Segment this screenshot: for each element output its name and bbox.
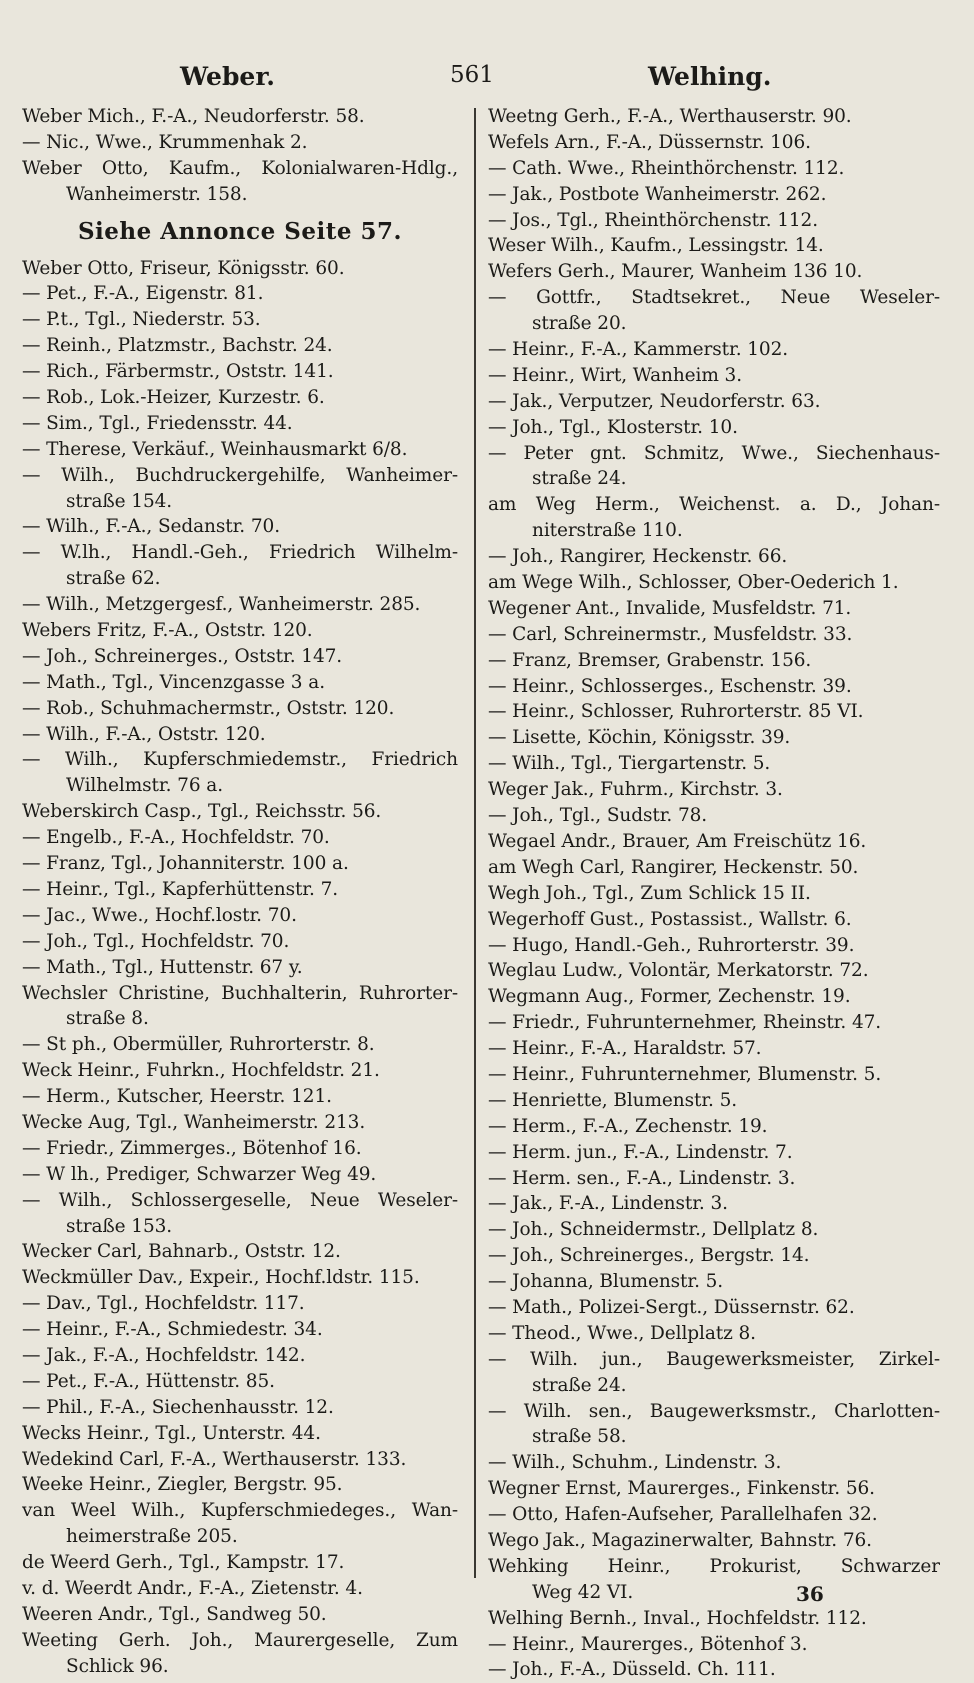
directory-entry: — Wilh., Schuhm., Lindenstr. 3. xyxy=(488,1452,782,1474)
directory-entry: — Jak., F.-A., Hochfeldstr. 142. xyxy=(22,1344,306,1366)
directory-entry: — Joh., Tgl., Hochfeldstr. 70. xyxy=(22,930,290,952)
directory-entry: — Math., Polizei-Sergt., Düssernstr. 62. xyxy=(488,1296,855,1318)
directory-entry: — Joh., Tgl., Sudstr. 78. xyxy=(488,805,708,827)
directory-entry: Wego Jak., Magazinerwalter, Bahnstr. 76. xyxy=(488,1529,872,1551)
directory-entry: straße 62. xyxy=(66,568,161,590)
directory-entry: — Pet., F.-A., Hüttenstr. 85. xyxy=(22,1370,275,1392)
directory-entry: — Gottfr., Stadtsekret., Neue Weseler- xyxy=(488,287,940,309)
directory-entry: — Sim., Tgl., Friedensstr. 44. xyxy=(22,412,293,434)
directory-entry: Wecke Aug, Tgl., Wanheimerstr. 213. xyxy=(22,1111,366,1133)
directory-entry: am Wege Wilh., Schlosser, Ober-Oederich 1. xyxy=(488,572,899,594)
directory-entry: — Peter gnt. Schmitz, Wwe., Siechenhaus- xyxy=(488,442,940,464)
directory-entry: Weglau Ludw., Volontär, Merkatorstr. 72. xyxy=(488,960,869,982)
directory-entry: — Therese, Verkäuf., Weinhausmarkt 6/8. xyxy=(22,438,408,460)
header-left-keyword: Weber. xyxy=(180,62,275,91)
directory-entry: — Jak., Verputzer, Neudorferstr. 63. xyxy=(488,390,821,412)
directory-entry: Wefels Arn., F.-A., Düssernstr. 106. xyxy=(488,131,811,153)
directory-entry: straße 153. xyxy=(66,1215,173,1237)
directory-entry: — Joh., F.-A., Düsseld. Ch. 111. xyxy=(488,1659,776,1681)
directory-entry: — Joh., Tgl., Klosterstr. 10. xyxy=(488,416,738,438)
directory-entry: — Wilh., F.-A., Sedanstr. 70. xyxy=(22,516,280,538)
directory-entry: — Theod., Wwe., Dellplatz 8. xyxy=(488,1322,756,1344)
directory-entry: — Friedr., Zimmerges., Bötenhof 16. xyxy=(22,1137,362,1159)
page-header xyxy=(0,56,974,96)
directory-entry: — Johanna, Blumenstr. 5. xyxy=(488,1271,724,1293)
directory-entry: Weeke Heinr., Ziegler, Bergstr. 95. xyxy=(22,1474,343,1496)
directory-entry: — Dav., Tgl., Hochfeldstr. 117. xyxy=(22,1293,305,1315)
directory-entry: — Heinr., Fuhrunternehmer, Blumenstr. 5. xyxy=(488,1063,882,1085)
directory-entry: straße 154. xyxy=(66,490,173,512)
directory-entry: — Joh., Schreinerges., Oststr. 147. xyxy=(22,645,343,667)
directory-entry: — Herm. jun., F.-A., Lindenstr. 7. xyxy=(488,1141,793,1163)
directory-entry: — Heinr., Schlosserges., Eschenstr. 39. xyxy=(488,675,852,697)
directory-entry: — Wilh. jun., Baugewerksmeister, Zirkel- xyxy=(488,1348,940,1370)
directory-entry: — Wilh., F.-A., Oststr. 120. xyxy=(22,723,266,745)
directory-entry: Wilhelmstr. 76 a. xyxy=(66,775,223,797)
directory-entry: straße 58. xyxy=(532,1426,627,1448)
directory-entry: — Rob., Schuhmachermstr., Oststr. 120. xyxy=(22,697,395,719)
directory-entry: — Heinr., F.-A., Haraldstr. 57. xyxy=(488,1038,762,1060)
directory-entry: van Weel Wilh., Kupferschmiedeges., Wan- xyxy=(22,1500,458,1522)
directory-entry: — Phil., F.-A., Siechenhausstr. 12. xyxy=(22,1396,334,1418)
directory-entry: — Jos., Tgl., Rheinthörchenstr. 112. xyxy=(488,209,818,231)
directory-entry: Wegh Joh., Tgl., Zum Schlick 15 II. xyxy=(488,882,811,904)
directory-entry: — Henriette, Blumenstr. 5. xyxy=(488,1089,738,1111)
directory-entry: — Heinr., F.-A., Kammerstr. 102. xyxy=(488,339,789,361)
directory-entry: — Wilh., Buchdruckergehilfe, Wanheimer- xyxy=(22,464,458,486)
directory-entry: — Jak., F.-A., Lindenstr. 3. xyxy=(488,1193,728,1215)
directory-entry: — Wilh., Metzgergesf., Wanheimerstr. 285. xyxy=(22,594,421,616)
directory-entry: am Wegh Carl, Rangirer, Heckenstr. 50. xyxy=(488,856,859,878)
directory-entry: — Herm. sen., F.-A., Lindenstr. 3. xyxy=(488,1167,796,1189)
column-divider xyxy=(474,108,476,1578)
directory-entry: Weck Heinr., Fuhrkn., Hochfeldstr. 21. xyxy=(22,1060,380,1082)
directory-entry: de Weerd Gerh., Tgl., Kampstr. 17. xyxy=(22,1552,345,1574)
directory-entry: Schlick 96. xyxy=(66,1655,169,1677)
directory-entry: — Heinr., Schlosser, Ruhrorterstr. 85 VI. xyxy=(488,701,864,723)
directory-entry: straße 20. xyxy=(532,313,627,335)
directory-entry: Webers Fritz, F.-A., Oststr. 120. xyxy=(22,620,313,642)
directory-entry: straße 24. xyxy=(532,468,627,490)
directory-entry: — Wilh., Tgl., Tiergartenstr. 5. xyxy=(488,753,771,775)
directory-entry: Wegael Andr., Brauer, Am Freischütz 16. xyxy=(488,830,867,852)
directory-entry: v. d. Weerdt Andr., F.-A., Zietenstr. 4. xyxy=(22,1577,363,1599)
directory-entry: — Cath. Wwe., Rheinthörchenstr. 112. xyxy=(488,157,845,179)
directory-entry: Weckmüller Dav., Expeir., Hochf.ldstr. 115. xyxy=(22,1267,420,1289)
directory-entry: — P.t., Tgl., Niederstr. 53. xyxy=(22,309,261,331)
directory-entry: — Friedr., Fuhrunternehmer, Rheinstr. 47. xyxy=(488,1012,882,1034)
directory-entry: — Herm., F.-A., Zechenstr. 19. xyxy=(488,1115,768,1137)
sheet-signature: 36 xyxy=(796,1582,824,1606)
directory-entry: Weber Mich., F.-A., Neudorferstr. 58. xyxy=(22,106,365,127)
directory-entry: Weber Otto, Friseur, Königsstr. 60. xyxy=(22,257,345,279)
directory-entry: — Jak., Postbote Wanheimerstr. 262. xyxy=(488,183,827,205)
directory-entry: — Herm., Kutscher, Heerstr. 121. xyxy=(22,1086,332,1108)
directory-entry: — Heinr., Wirt, Wanheim 3. xyxy=(488,364,742,386)
left-column xyxy=(22,104,458,1680)
directory-entry: — W.lh., Handl.-Geh., Friedrich Wilhelm- xyxy=(22,542,458,564)
directory-entry: — Hugo, Handl.-Geh., Ruhrorterstr. 39. xyxy=(488,934,855,956)
directory-entry: — St ph., Obermüller, Ruhrorterstr. 8. xyxy=(22,1034,375,1056)
directory-entry: — Joh., Schneidermstr., Dellplatz 8. xyxy=(488,1219,819,1241)
directory-entry: Wehking Heinr., Prokurist, Schwarzer xyxy=(488,1555,940,1577)
directory-entry: Wanheimerstr. 158. xyxy=(66,183,248,205)
directory-entry: Weser Wilh., Kaufm., Lessingstr. 14. xyxy=(488,235,824,257)
header-right-keyword: Welhing. xyxy=(648,62,772,91)
directory-entry: Weeting Gerh. Joh., Maurergeselle, Zum xyxy=(22,1629,458,1651)
advertisement-notice: Siehe Annonce Seite 57. xyxy=(77,217,403,245)
directory-entry: — Math., Tgl., Vincenzgasse 3 a. xyxy=(22,671,325,693)
directory-entry: — Joh., Rangirer, Heckenstr. 66. xyxy=(488,546,788,568)
directory-entry: Wecker Carl, Bahnarb., Oststr. 12. xyxy=(22,1241,341,1263)
directory-entry: — Wilh., Kupferschmiedemstr., Friedrich xyxy=(22,749,458,771)
directory-entry: — Lisette, Köchin, Königsstr. 39. xyxy=(488,727,791,749)
directory-entry: — Heinr., Maurerges., Bötenhof 3. xyxy=(488,1633,808,1655)
directory-entry: — Wilh., Schlossergeselle, Neue Weseler- xyxy=(22,1189,458,1211)
directory-entry: heimerstraße 205. xyxy=(66,1526,238,1548)
directory-entry: Weetng Gerh., F.-A., Werthauserstr. 90. xyxy=(488,106,852,127)
directory-entry: straße 8. xyxy=(66,1008,149,1030)
directory-entry: am Weg Herm., Weichenst. a. D., Johan- xyxy=(488,494,940,516)
directory-entry: Wegerhoff Gust., Postassist., Wallstr. 6. xyxy=(488,908,852,930)
directory-entry: Wegmann Aug., Former, Zechenstr. 19. xyxy=(488,986,851,1008)
directory-entry: — Joh., Schreinerges., Bergstr. 14. xyxy=(488,1245,810,1267)
directory-entry: — Reinh., Platzmstr., Bachstr. 24. xyxy=(22,335,333,357)
directory-entry: — Rich., Färbermstr., Oststr. 141. xyxy=(22,361,334,383)
directory-entry: Wecks Heinr., Tgl., Unterstr. 44. xyxy=(22,1422,321,1444)
directory-entry: — Pet., F.-A., Eigenstr. 81. xyxy=(22,283,264,305)
directory-entry: — Math., Tgl., Huttenstr. 67 y. xyxy=(22,956,303,978)
directory-entry: — Heinr., Tgl., Kapferhüttenstr. 7. xyxy=(22,878,339,900)
directory-entry: — Engelb., F.-A., Hochfeldstr. 70. xyxy=(22,827,330,849)
directory-entry: — Carl, Schreinermstr., Musfeldstr. 33. xyxy=(488,623,853,645)
directory-entry: Welhing Bernh., Inval., Hochfeldstr. 112. xyxy=(488,1607,867,1629)
directory-entry: — Franz, Tgl., Johanniterstr. 100 a. xyxy=(22,853,349,875)
directory-entry: Weg 42 VI. xyxy=(532,1581,634,1603)
right-column xyxy=(488,104,940,1683)
directory-entry: — Wilh. sen., Baugewerksmstr., Charlotten- xyxy=(488,1400,940,1422)
directory-entry: Weber Otto, Kaufm., Kolonialwaren-Hdlg., xyxy=(22,157,458,179)
directory-entry: — Franz, Bremser, Grabenstr. 156. xyxy=(488,649,812,671)
directory-entry: Weger Jak., Fuhrm., Kirchstr. 3. xyxy=(488,779,783,801)
directory-entry: Weberskirch Casp., Tgl., Reichsstr. 56. xyxy=(22,801,382,823)
directory-entry: — Jac., Wwe., Hochf.lostr. 70. xyxy=(22,904,297,926)
directory-entry: Wechsler Christine, Buchhalterin, Ruhrorter- xyxy=(22,982,458,1004)
directory-entry: niterstraße 110. xyxy=(532,520,683,542)
directory-entry: Wegener Ant., Invalide, Musfeldstr. 71. xyxy=(488,597,852,619)
directory-entry: Wefers Gerh., Maurer, Wanheim 136 10. xyxy=(488,261,863,283)
directory-entry: Wegner Ernst, Maurerges., Finkenstr. 56. xyxy=(488,1478,875,1500)
page-number: 561 xyxy=(450,62,494,88)
directory-entry: straße 24. xyxy=(532,1374,627,1396)
directory-entry: — Rob., Lok.-Heizer, Kurzestr. 6. xyxy=(22,387,325,409)
directory-entry: Wedekind Carl, F.-A., Werthauserstr. 133. xyxy=(22,1448,407,1470)
directory-entry: — Nic., Wwe., Krummenhak 2. xyxy=(22,131,308,153)
directory-entry: — W lh., Prediger, Schwarzer Weg 49. xyxy=(22,1163,377,1185)
directory-entry: Weeren Andr., Tgl., Sandweg 50. xyxy=(22,1603,327,1625)
directory-entry: — Otto, Hafen-Aufseher, Parallelhafen 32. xyxy=(488,1504,878,1526)
directory-entry: — Heinr., F.-A., Schmiedestr. 34. xyxy=(22,1319,323,1341)
